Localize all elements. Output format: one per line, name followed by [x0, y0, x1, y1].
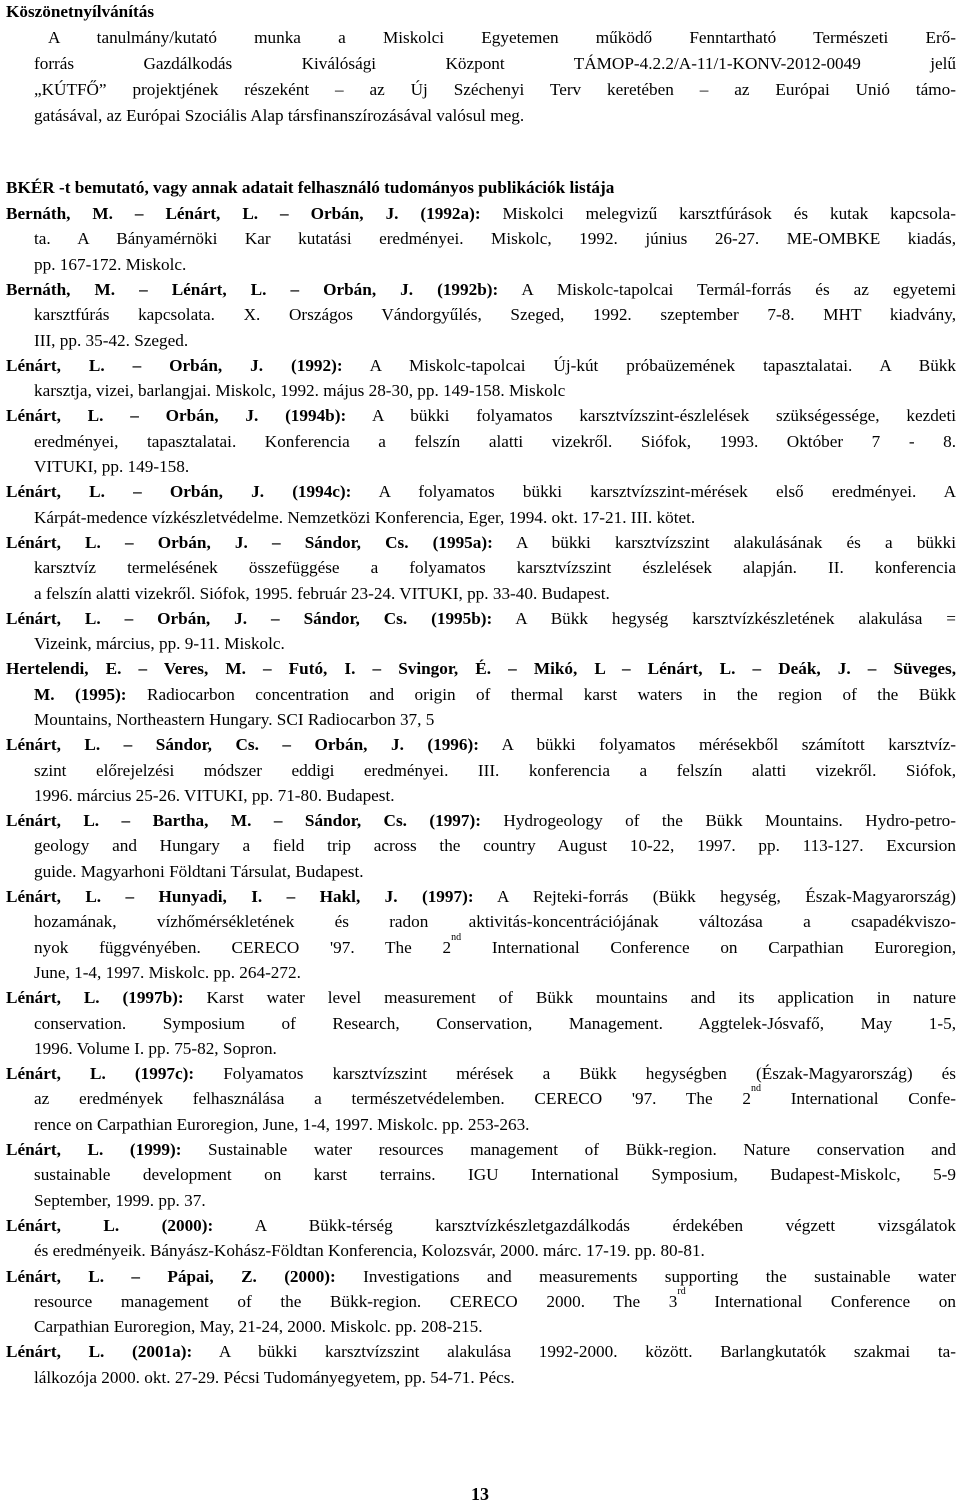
text-line: [6, 1265, 956, 1289]
entry-text: A bükki folyamatos mérésekből számított karsztvíz-: [478, 735, 956, 754]
ack-line: A tanulmány/kutató munka a Miskolci Egyetemen működő Fenntartható Természeti Erő-: [48, 28, 956, 47]
text-line: [6, 607, 956, 631]
entry-text: A folyamatos bükki karsztvízszint-mérések első eredményei. A: [351, 482, 956, 501]
entry-text: pp. 167-172. Miskolc.: [34, 255, 187, 274]
entry-text: 1996. március 25-26. VITUKI, pp. 71-80. Budapest.: [34, 786, 395, 805]
text-line: [6, 404, 956, 428]
ack-line: gatásával, az Európai Szociális Alap társfinanszírozásával valósul meg.: [34, 106, 525, 125]
entry-text: geology and Hungary a field trip across the country August 10-22, 1997. pp. 113-127. Excursion: [34, 836, 956, 855]
entry-authors: Lénárt, L. – Orbán, J. (1994c):: [6, 482, 352, 501]
entry-authors: Lénárt, L. (2000):: [6, 1216, 214, 1235]
ordinal-superscript: nd: [750, 1083, 761, 1094]
entry-text: guide. Magyarhoni Földtani Társulat, Budapest.: [34, 862, 364, 881]
text-line: [6, 354, 956, 378]
text-line: [34, 860, 364, 884]
entry-text: Kárpát-medence vízkészletvédelme. Nemzetközi Konferencia, Eger, 1994. okt. 17-21. III. kötet.: [34, 508, 696, 527]
text-line: [6, 657, 956, 681]
entry-text: ta. A Bányamérnöki Kar kutatási eredményei. Miskolc, 1992. június 26-27. ME-OMBKE kiadás,: [34, 229, 956, 248]
entry-authors: Lénárt, L. (2001a):: [6, 1342, 193, 1361]
text-line: [6, 278, 956, 302]
text-line: [34, 329, 188, 353]
text-line: [6, 885, 956, 909]
entry-text: Investigations and measurements supporting the sustainable water: [335, 1267, 956, 1286]
entry-text: karsztvíz termelésének összefüggése a folyamatos karsztvízszint észlelések alapján. II. konferencia: [34, 558, 956, 577]
text-line: [48, 26, 956, 50]
entry-text: III, pp. 35-42. Szeged.: [34, 331, 189, 350]
entry-text: nyok függvényében. CERECO '97. The 2: [34, 938, 452, 957]
text-line: [34, 632, 285, 656]
entry-text: International Conference on: [685, 1292, 956, 1311]
entry-text: karsztja, vizei, barlangjai. Miskolc, 1992. május 28-30, pp. 149-158. Miskolc: [34, 381, 566, 400]
entry-text: Miskolci melegvizű karsztfúrások és kutak kapcsola-: [480, 204, 956, 223]
text-line: [34, 1012, 956, 1036]
entry-authors: M. (1995):: [34, 685, 127, 704]
page-number: 13: [471, 1484, 489, 1504]
text-line: [34, 1189, 206, 1213]
publications-heading: BKÉR -t bemutató, vagy annak adatait felhasználó tudományos publikációk listája: [6, 178, 615, 197]
entry-text: resource management of the Bükk-region. CERECO 2000. The 3: [34, 1292, 678, 1311]
entry-authors: Bernáth, M. – Lénárt, L. – Orbán, J. (1992b):: [6, 280, 499, 299]
text-line: [34, 227, 956, 251]
ack-line: forrás Gazdálkodás Kiválósági Központ TÁMOP-4.2.2/A-11/1-KONV-2012-0049 jelű: [34, 54, 956, 73]
entry-text: a felszín alatti vizekről. Siófok, 1995. február 23-24. VITUKI, pp. 33-40. Budapest.: [34, 584, 610, 603]
entry-text: International Conference on Carpathian Euroregion,: [461, 938, 956, 957]
text-line: [6, 1214, 956, 1238]
text-line: [34, 834, 956, 858]
text-line: [34, 932, 956, 960]
entry-authors: Lénárt, L. (1997c):: [6, 1064, 195, 1083]
text-line: [34, 303, 956, 327]
text-line: [6, 809, 956, 833]
entry-authors: Lénárt, L. – Pápai, Z. (2000):: [6, 1267, 336, 1286]
text-line: [34, 683, 956, 707]
text-line: [6, 480, 956, 504]
text-line: [6, 733, 956, 757]
entry-text: conservation. Symposium of Research, Conservation, Management. Aggtelek-Jósvafő, May 1-5,: [34, 1014, 956, 1033]
entry-text: Radiocarbon concentration and origin of thermal karst waters in the region of the Bükk: [126, 685, 956, 704]
entry-text: A bükki folyamatos karsztvízszint-észlelések szükségessége, kezdeti: [346, 406, 956, 425]
entry-text: szint előrejelzési módszer eddigi eredményei. III. konferencia a felszín alatti vizekről. Siófok,: [34, 761, 956, 780]
entry-text: az eredmények felhasználása a természetvédelemben. CERECO '97. The 2: [34, 1089, 751, 1108]
entry-text: A Bükk hegység karsztvízkészletének alakulása =: [492, 609, 957, 628]
ordinal-superscript: nd: [451, 932, 462, 943]
ordinal-superscript: rd: [677, 1286, 686, 1297]
text-line: [34, 1163, 956, 1187]
entry-text: Folyamatos karsztvízszint mérések a Bükk hegységben (Észak-Magyarország) és: [194, 1064, 956, 1083]
entry-text: karsztfúrás kapcsolata. X. Országos Vándorgyűlés, Szeged, 1992. szeptember 7-8. MHT kiadvány,: [34, 305, 956, 324]
text-line: [6, 531, 956, 555]
ack-heading: Köszönetnyílvánítás: [6, 2, 155, 21]
entry-authors: Lénárt, L. – Hunyadi, I. – Hakl, J. (1997):: [6, 887, 474, 906]
text-line: [6, 1138, 956, 1162]
entry-text: A Rejteki-forrás (Bükk hegység, Észak-Magyarország): [473, 887, 956, 906]
text-line: [34, 1113, 529, 1137]
entry-authors: Hertelendi, E. – Veres, M. – Futó, I. – Svingor, É. – Mikó, L – Lénárt, L. – Deák, J. – Süveges,: [6, 659, 956, 678]
entry-text: Hydrogeology of the Bükk Mountains. Hydro-petro-: [480, 811, 956, 830]
entry-text: A bükki karsztvízszint alakulása 1992-2000. között. Barlangkutatók szakmai ta-: [192, 1342, 956, 1361]
entry-authors: Lénárt, L. – Bartha, M. – Sándor, Cs. (1997):: [6, 811, 481, 830]
entry-authors: Lénárt, L. – Orbán, J. (1994b):: [6, 406, 347, 425]
text-line: [34, 708, 434, 732]
entry-authors: Lénárt, L. – Orbán, J. – Sándor, Cs. (1995a):: [6, 533, 493, 552]
entry-authors: Bernáth, M. – Lénárt, L. – Orbán, J. (1992a):: [6, 204, 481, 223]
entry-authors: Lénárt, L. – Orbán, J. – Sándor, Cs. (1995b):: [6, 609, 493, 628]
entry-text: eredményei, tapasztalatai. Konferencia a felszín alatti vizekről. Siófok, 1993. Október 7 - 8.: [34, 432, 956, 451]
text-line: [34, 1037, 277, 1061]
text-line: [34, 582, 610, 606]
entry-text: A bükki karsztvízszint alakulásának és a bükki: [492, 533, 956, 552]
text-line: [34, 104, 524, 128]
text-line: [34, 784, 395, 808]
text-line: [6, 1062, 956, 1086]
entry-text: Sustainable water resources management of Bükk-region. Nature conservation and: [181, 1140, 956, 1159]
entry-text: Mountains, Northeastern Hungary. SCI Radiocarbon 37, 5: [34, 710, 435, 729]
ack-line: „KÚTFŐ” projektjének részeként – az Új Széchenyi Terv keretében – az Európai Unió támo-: [34, 80, 956, 99]
text-line: [34, 78, 956, 102]
text-line: [34, 506, 695, 530]
entry-text: A Miskolc-tapolcai Termál-forrás és az egyetemi: [498, 280, 956, 299]
text-line: [34, 379, 565, 403]
text-line: [34, 1366, 515, 1390]
text-line: [34, 430, 956, 454]
entry-text: lálkozója 2000. okt. 27-29. Pécsi Tudományegyetem, pp. 54-71. Pécs.: [34, 1368, 515, 1387]
text-line: [34, 961, 301, 985]
text-line: [34, 253, 186, 277]
text-line: [6, 1340, 956, 1364]
text-line: [6, 0, 154, 24]
entry-text: A Miskolc-tapolcai Új-kút próbaüzemének tapasztalatai. A Bükk: [342, 356, 956, 375]
entry-text: June, 1-4, 1997. Miskolc. pp. 264-272.: [34, 963, 301, 982]
text-line: [34, 910, 956, 934]
text-line: [6, 176, 614, 200]
text-line: [6, 986, 956, 1010]
entry-text: 1996. Volume I. pp. 75-82, Sopron.: [34, 1039, 277, 1058]
text-line: [6, 202, 956, 226]
entry-text: VITUKI, pp. 149-158.: [34, 457, 190, 476]
text-line: [34, 455, 189, 479]
entry-text: Karst water level measurement of Bükk mountains and its application in nature: [183, 988, 956, 1007]
entry-text: sustainable development on karst terrains. IGU International Symposium, Budapest-Miskolc, 5-9: [34, 1165, 956, 1184]
entry-text: Vizeink, március, pp. 9-11. Miskolc.: [34, 634, 285, 653]
entry-text: September, 1999. pp. 37.: [34, 1191, 206, 1210]
text-line: [34, 1239, 705, 1263]
entry-text: rence on Carpathian Euroregion, June, 1-4, 1997. Miskolc. pp. 253-263.: [34, 1115, 530, 1134]
text-line: [34, 1286, 956, 1314]
entry-authors: Lénárt, L. (1999):: [6, 1140, 182, 1159]
text-line: [34, 52, 956, 76]
entry-text: Carpathian Euroregion, May, 21-24, 2000. Miskolc. pp. 208-215.: [34, 1317, 483, 1336]
entry-authors: Lénárt, L. – Orbán, J. (1992):: [6, 356, 343, 375]
entry-authors: Lénárt, L. – Sándor, Cs. – Orbán, J. (1996):: [6, 735, 479, 754]
text-line: [34, 556, 956, 580]
entry-text: A Bükk-térség karsztvízkészletgazdálkodás érdekében végzett vizsgálatok: [213, 1216, 956, 1235]
entry-text: International Confe-: [760, 1089, 956, 1108]
text-line: [34, 1083, 956, 1111]
text-line: [34, 759, 956, 783]
entry-authors: Lénárt, L. (1997b):: [6, 988, 184, 1007]
text-line: [34, 1315, 483, 1339]
entry-text: és eredményeik. Bányász-Kohász-Földtan Konferencia, Kolozsvár, 2000. márc. 17-19. pp. 80-81.: [34, 1241, 705, 1260]
entry-text: hozamának, vízhőmérsékletének és radon aktivitás-koncentrációjának változása a csapadékviszo-: [34, 912, 956, 931]
